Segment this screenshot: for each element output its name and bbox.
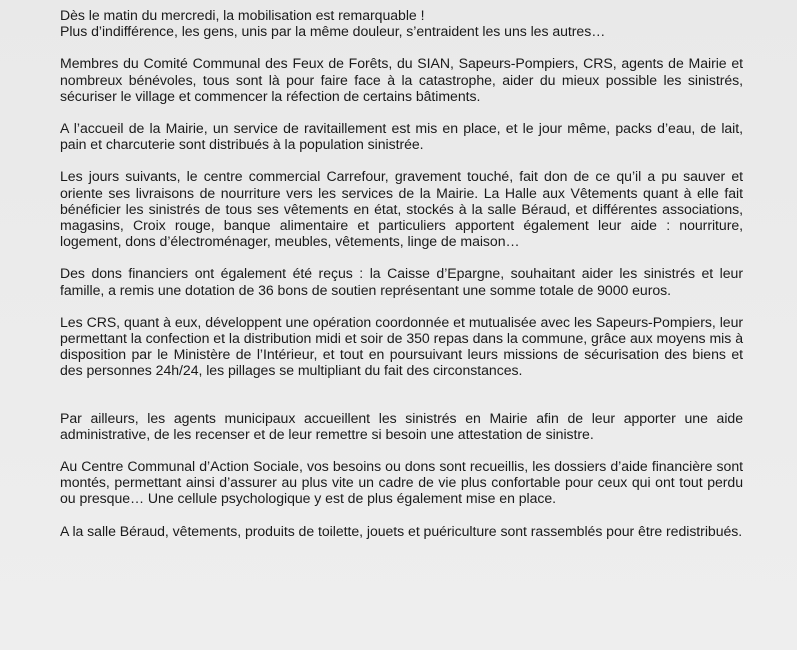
paragraph-supply-service: A l’accueil de la Mairie, un service de ravitaillement est mis en place, et le jour même, packs d’eau, de lait, pain et charcuterie sont distribués à la population sinistrée. <box>60 120 743 153</box>
paragraph-donations-goods: Les jours suivants, le centre commercial Carrefour, gravement touché, fait don de ce qu’il a pu sauver et oriente ses livraisons de nourriture vers les services de la Mairie. La Halle aux Vêtements quant à elle fait bénéficier les sinistrés de tous ses vêtements en état, stockés à la salle Béraud, et différentes associations, magasins, Croix rouge, banque alimentaire et particuliers apportent également leur aide : nourriture, logement, dons d’électroménager, meubles, vêtements, linge de maison… <box>60 168 743 250</box>
paragraph-crs-operation: Les CRS, quant à eux, développent une opération coordonnée et mutualisée avec les Sapeurs-Pompiers, leur permettant la confection et la distribution midi et soir de 350 repas dans la commune, grâce aux moyens mis à disposition par le Ministère de l’Intérieur, et tout en poursuivant leurs missions de sécurisation des biens et des personnes 24h/24, les pillages se multipliant du fait des circonstances. <box>60 313 743 379</box>
document-body <box>60 7 743 539</box>
paragraph-financial-donations: Des dons financiers ont également été reçus : la Caisse d’Epargne, souhaitant aider les sinistrés et leur famille, a remis une dotation de 36 bons de soutien représentant une somme totale de 9000 euros. <box>60 265 743 298</box>
paragraph-intro: Dès le matin du mercredi, la mobilisation est remarquable ! Plus d’indifférence, les gens, unis par la même douleur, s’entraident les uns les autres… <box>60 7 606 40</box>
paragraph-volunteers: Membres du Comité Communal des Feux de Forêts, du SIAN, Sapeurs-Pompiers, CRS, agents de Mairie et nombreux bénévoles, tous sont là pour faire face à la catastrophe, aider du mieux possible les sinistrés, sécuriser le village et commencer la réfection de certains bâtiments. <box>60 55 743 104</box>
paragraph-salle-beraud: A la salle Béraud, vêtements, produits de toilette, jouets et puériculture sont rassemblés pour être redistribués. <box>60 522 743 539</box>
paragraph-ccas: Au Centre Communal d’Action Sociale, vos besoins ou dons sont recueillis, les dossiers d’aide financière sont montés, permettant ainsi d’assurer au plus vite un cadre de vie plus confortable pour ceux qui ont tout perdu ou presque… Une cellule psychologique y est de plus également mise en place. <box>60 458 743 507</box>
paragraph-municipal-agents: Par ailleurs, les agents municipaux accueillent les sinistrés en Mairie afin de leur apporter une aide administrative, de les recenser et de leur remettre si besoin une attestation de sinistre. <box>60 409 743 442</box>
